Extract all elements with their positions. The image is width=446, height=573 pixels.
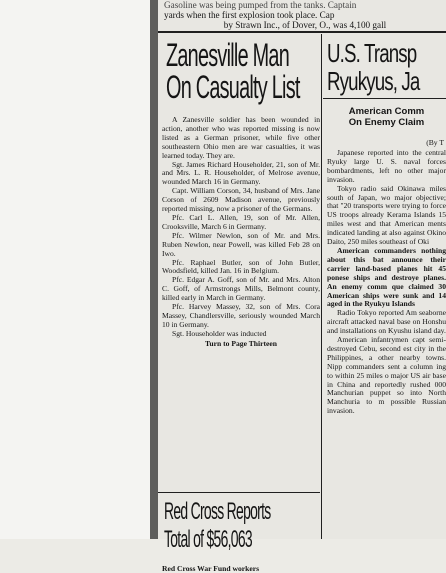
paragraph: American commanders nothing about this bat announce their carrier land-based planes hit 45 ponese ships and destroye planes. An enemy comm que claimed 30 American ships were sunk and 14 aged in the Ryukyu Islands	[327, 245, 446, 309]
newspaper-sheet	[158, 0, 446, 573]
headline-zanesville-line2: On Casualty List	[166, 69, 300, 105]
paragraph: Pfc. Wilmer Newlon, son of Mr. and Mrs. Ruben Newlon, near Powell, was killed Feb 28 on Iwo.	[162, 230, 320, 258]
headline-red-cross: Red Cross Reports	[164, 498, 271, 525]
red-cross-first-line: Red Cross War Fund workers	[162, 564, 260, 573]
article-body-casualty	[162, 116, 320, 349]
paragraph: Pfc. Raphael Butler, son of John Butler, Woodsfield, killed Jan. 16 in Belgium.	[162, 257, 320, 276]
paragraph: American infantrymen capt semi-destroyed Cebu, second est city in the Philippines, a other nearby towns. Nipp commanders sent a column ing to within 25 miles o major US air base in China and reportedly rushed 000 Manchurian puppet so into North Manchuria to m possible Russian invasion.	[327, 335, 446, 416]
story-divider	[158, 492, 320, 493]
paragraph: Pfc. Edgar A. Goff, son of Mr. and Mrs. Alton C. Goff, of Armstrongs Mills, Belmont county, killed early in March in Germany.	[162, 275, 320, 303]
head-rule	[323, 98, 446, 99]
paragraph: Capt. William Corson, 34, husband of Mrs. Jane Corson of 2609 Madison avenue, previously reported missing, now a prisoner of the Germans.	[162, 186, 320, 214]
page-margin	[0, 0, 150, 539]
headline-red-cross-line2: Total of $56,063	[164, 526, 252, 553]
paragraph: Radio Tokyo reported Am seaborne aircraft attacked naval base on Honshu and installations on Kyushu island day.	[327, 308, 446, 336]
column-divider	[321, 34, 322, 539]
right-column	[323, 34, 446, 539]
top-story-line: Gasoline was being pumped from the tanks. Captain	[164, 0, 357, 10]
paragraph: Pfc. Carl L. Allen, 19, son of Mr. Allen, Crooksville, March 6 in Germany.	[162, 212, 320, 231]
paragraph: Sgt. Householder was inducted	[172, 328, 267, 338]
paragraph: Pfc. Harvey Massey, 32, son of Mrs. Cora Massey, Chandlersville, seriously wounded March 10 in Germany.	[162, 302, 320, 329]
top-story-fragment	[164, 0, 446, 30]
headline-zanesville: Zanesville Man	[166, 37, 290, 73]
headline-transports: U.S. Transp	[327, 38, 417, 68]
column-rule	[150, 0, 158, 539]
byline: (By T	[426, 138, 444, 147]
top-story-line: yards when the first explosion took place. Cap	[164, 10, 335, 20]
subheadline-line: American Comm	[348, 106, 425, 117]
paragraph: A Zanesville soldier has been wounded in action, another who was reported missing is now listed as a German prisoner, while five other southeastern Ohio men are war casualties, it was learned today. They are.	[162, 115, 320, 160]
section-rule	[158, 31, 446, 33]
article-body-ryukyus	[327, 149, 446, 416]
left-column	[158, 34, 320, 573]
paragraph: Japanese reported into the central Ryuky large U. S. naval forces bombardments, left no other major invasion.	[327, 148, 446, 184]
subheadline-line: On Enemy Claim	[348, 117, 425, 128]
jump-line: Turn to Page Thirteen	[205, 338, 277, 348]
paragraph: Tokyo radio said Okinawa miles south of Japan, wo major objective; that "20 transports were trying to force US troops already Kerama Islands 15 miles west and that American ments indicated landing at also against Okino Daito, 250 miles southeast of Oki	[327, 183, 446, 247]
paragraph: Sgt. James Richard Householder, 21, son of Mr. and Mrs. L. R. Householder, of Melrose avenue, wounded March 16 in Germany.	[162, 159, 320, 187]
subheadline	[327, 106, 446, 128]
headline-transports-line2: Ryukyus, Ja	[327, 66, 420, 96]
top-story-line: by Strawn Inc., of Dover, O., was 4,100 gall	[223, 20, 387, 30]
